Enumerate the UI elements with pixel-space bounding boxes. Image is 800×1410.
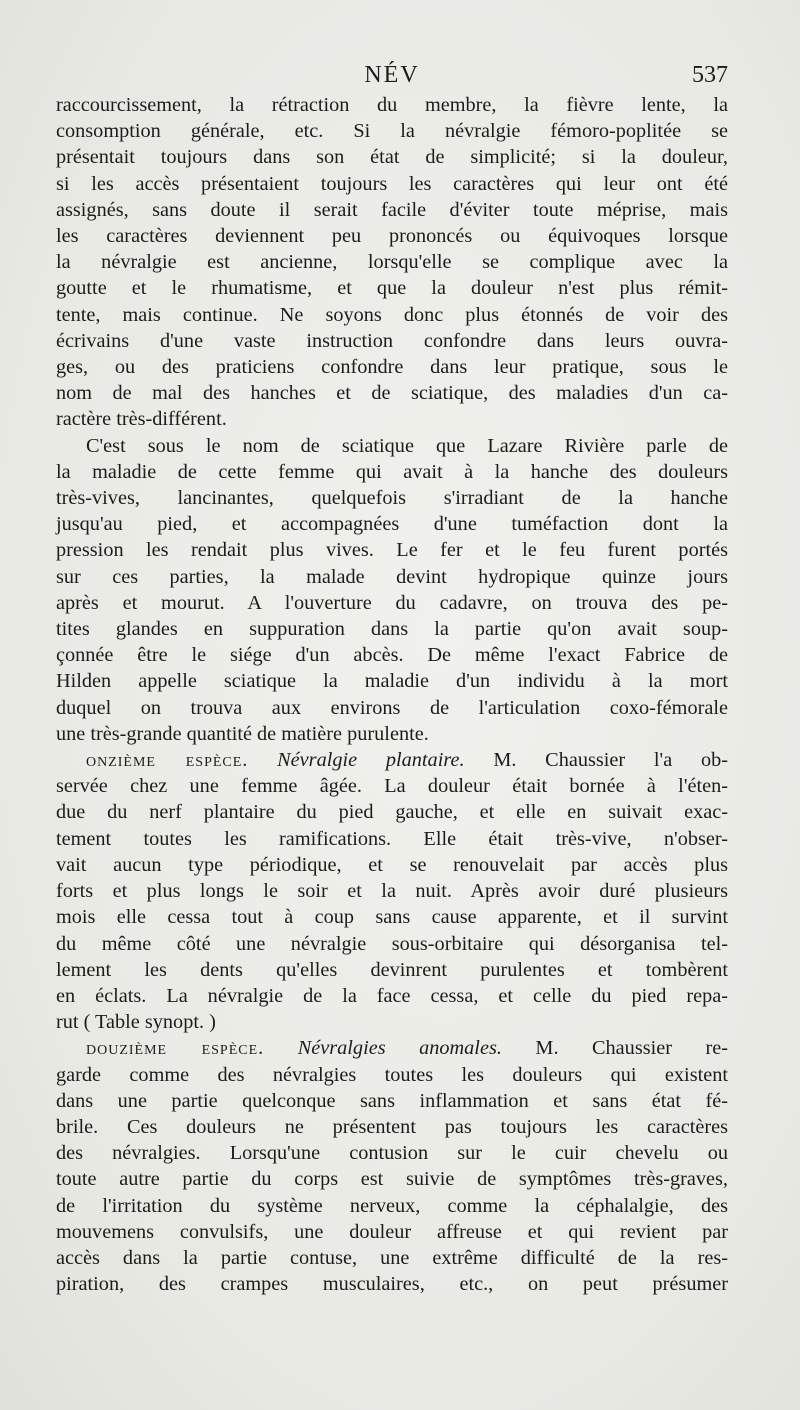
text-line: pression les rendait plus vives. Le fer et le feu furent portés (56, 539, 728, 562)
text-line: garde comme des névralgies toutes les douleurs qui existent (56, 1063, 728, 1086)
page-number: 537 (692, 62, 728, 88)
text-line: de l'irritation du système nerveux, comme la céphalalgie, des (56, 1194, 728, 1217)
text-run: M. Chaussier l'a ob- (493, 749, 728, 772)
paragraph-species-11 (56, 747, 728, 1035)
text-line: tites glandes en suppuration dans la partie qu'on avait soup- (56, 618, 728, 641)
text-line: duquel on trouva aux environs de l'articulation coxo-fémorale (56, 696, 728, 719)
text-line: jusqu'au pied, et accompagnées d'une tuméfaction dont la (56, 513, 728, 536)
paragraph (56, 433, 728, 747)
species-heading: douzième espèce. (86, 1037, 265, 1060)
text-line: écrivains d'une vaste instruction confondre dans leurs ouvra- (56, 329, 728, 352)
text-line: forts et plus longs le soir et la nuit. Après avoir duré plusieurs (56, 880, 728, 903)
text-line: les caractères deviennent peu prononcés ou équivoques lorsque (56, 225, 728, 248)
body-text (56, 92, 728, 1297)
text-line: vait aucun type périodique, et se renouvelait par accès plus (56, 853, 728, 876)
text-line: tente, mais continue. Ne soyons donc plus étonnés de voir des (56, 303, 728, 326)
text-line: une très-grande quantité de matière purulente. (56, 722, 429, 745)
species-title: Névralgie plantaire. (277, 749, 465, 772)
text-line: sur ces parties, la malade devint hydropique quinze jours (56, 565, 728, 588)
text-line: mois elle cessa tout à coup sans cause apparente, et il survint (56, 906, 728, 929)
text-run: M. Chaussier re- (535, 1037, 728, 1060)
text-line: la névralgie est ancienne, lorsqu'elle se complique avec la (56, 251, 728, 274)
text-line: ractère très-différent. (56, 408, 227, 431)
text-line: lement les dents qu'elles devinrent purulentes et tombèrent (56, 958, 728, 981)
text-line: nom de mal des hanches et de sciatique, des maladies d'un ca- (56, 382, 728, 405)
text-line: assignés, sans doute il serait facile d'éviter toute méprise, mais (56, 198, 728, 221)
running-head (56, 58, 728, 92)
text-line: servée chez une femme âgée. La douleur était bornée à l'éten- (56, 775, 728, 798)
text-line: brile. Ces douleurs ne présentent pas toujours les caractères (56, 1115, 728, 1138)
text-line: des névralgies. Lorsqu'une contusion sur le cuir chevelu ou (56, 1142, 728, 1165)
text-line: ges, ou des praticiens confondre dans leur pratique, sous le (56, 356, 728, 379)
text-line: accès dans la partie contuse, une extrême difficulté de la res- (56, 1246, 728, 1269)
text-line: présentait toujours dans son état de simplicité; si la douleur, (56, 146, 728, 169)
text-line: du même côté une névralgie sous-orbitaire qui désorganisa tel- (56, 932, 728, 955)
text-line: si les accès présentaient toujours les caractères qui leur ont été (56, 172, 728, 195)
text-line: raccourcissement, la rétraction du membre, la fièvre lente, la (56, 94, 728, 116)
text-line (56, 747, 728, 773)
text-line: goutte et le rhumatisme, et que la douleur n'est plus rémit- (56, 277, 728, 300)
paragraph (56, 92, 728, 433)
species-title: Névralgies anomales. (297, 1037, 502, 1060)
text-line: rut ( Table synopt. ) (56, 1011, 216, 1034)
text-line: en éclats. La névralgie de la face cessa, et celle du pied repa- (56, 984, 728, 1007)
text-line: due du nerf plantaire du pied gauche, et elle en suivait exac- (56, 801, 728, 824)
running-head-title: NÉV (364, 62, 420, 88)
text-line (56, 1035, 728, 1061)
text-line: dans une partie quelconque sans inflammation et sans état fé- (56, 1089, 728, 1112)
text-line: après et mourut. A l'ouverture du cadavre, on trouva des pe- (56, 591, 728, 614)
text-line: toute autre partie du corps est suivie de symptômes très-graves, (56, 1168, 728, 1191)
text-line: mouvemens convulsifs, une douleur affreuse et qui revient par (56, 1220, 728, 1243)
text-line: Hilden appelle sciatique la maladie d'un individu à la mort (56, 670, 728, 693)
text-line: la maladie de cette femme qui avait à la hanche des douleurs (56, 460, 728, 483)
text-line: piration, des crampes musculaires, etc., on peut présumer (56, 1273, 728, 1296)
text-line: très-vives, lancinantes, quelquefois s'irradiant de la hanche (56, 487, 728, 510)
paragraph-species-12 (56, 1035, 728, 1297)
text-line: çonnée être le siége d'un abcès. De même l'exact Fabrice de (56, 644, 728, 667)
text-line: consomption générale, etc. Si la névralgie fémoro-poplitée se (56, 120, 728, 143)
text-line: tement toutes les ramifications. Elle était très-vive, n'obser- (56, 827, 728, 850)
species-heading: onzième espèce. (86, 749, 249, 772)
text-line: C'est sous le nom de sciatique que Lazare Rivière parle de (86, 434, 728, 457)
